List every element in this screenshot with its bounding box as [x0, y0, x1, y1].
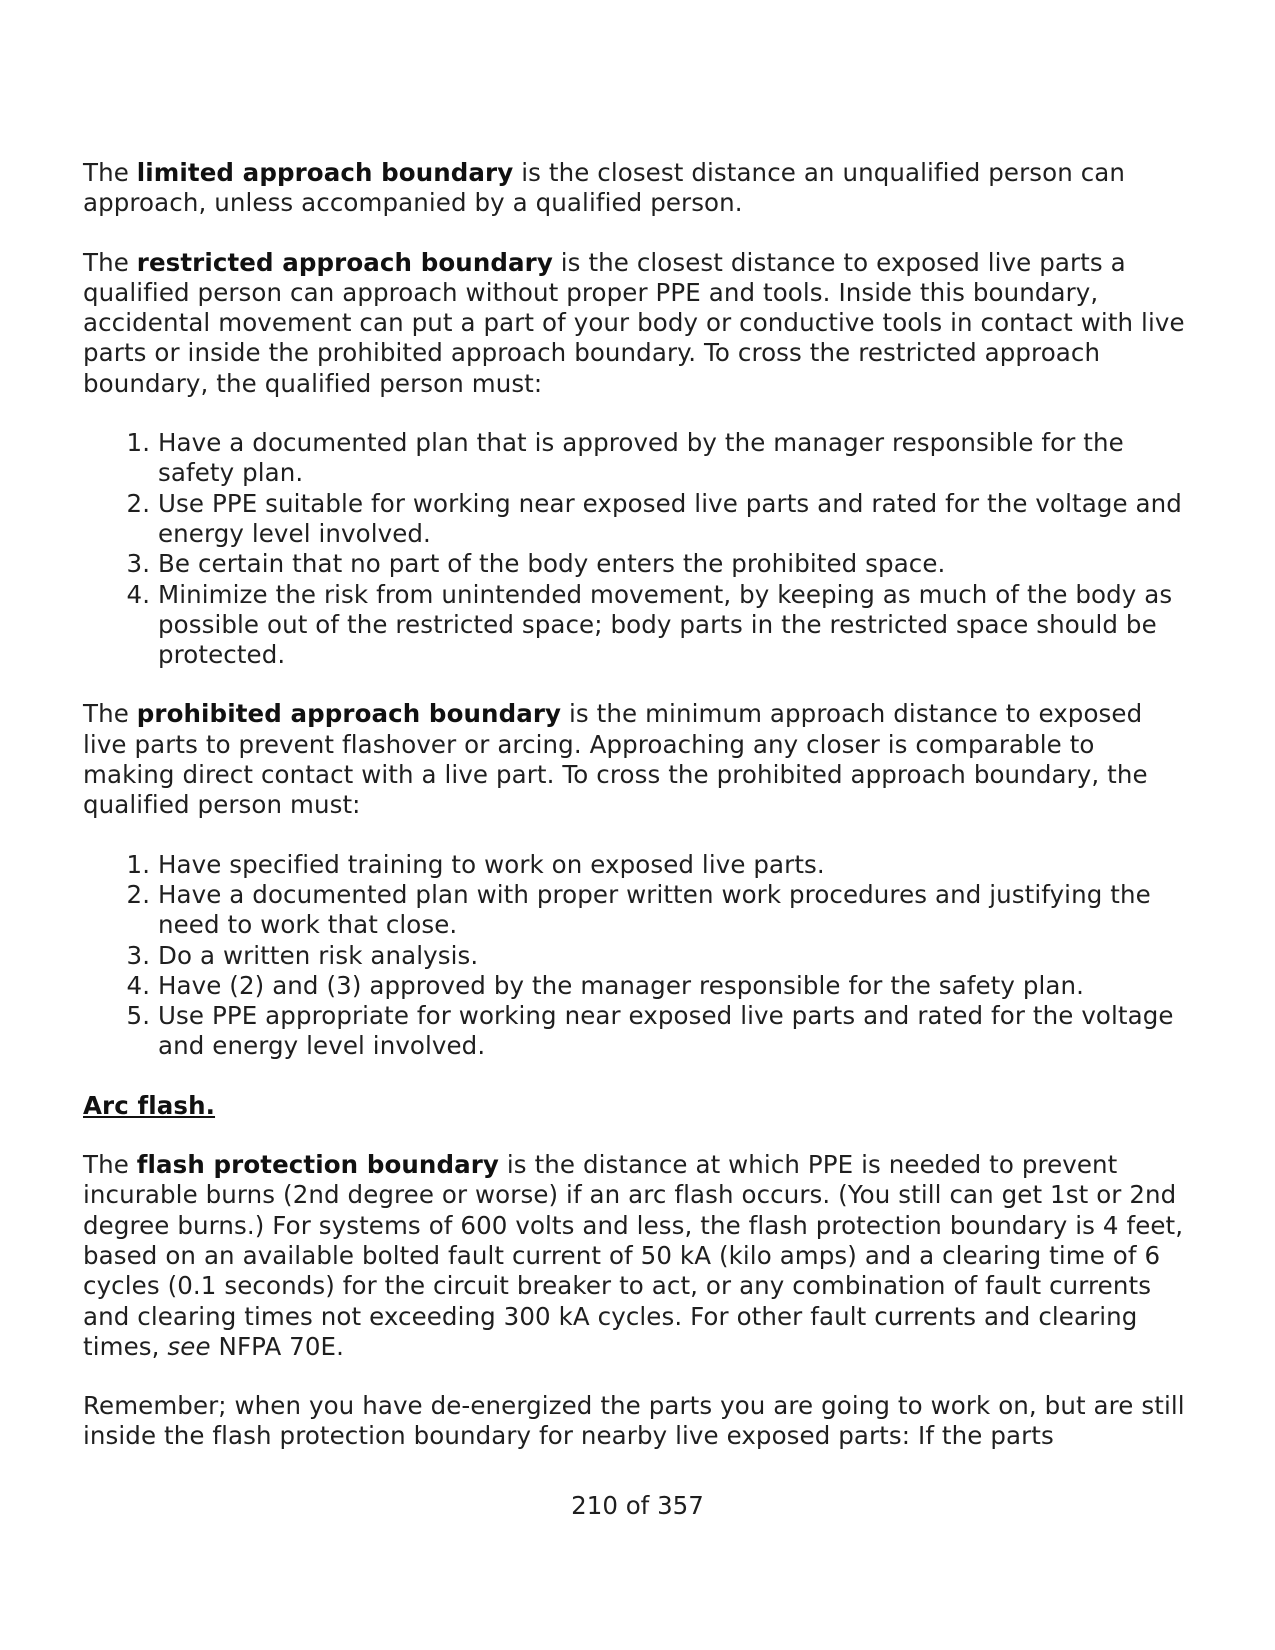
text-end: NFPA 70E. [210, 1331, 345, 1361]
heading-text: Arc flash. [83, 1090, 216, 1120]
list-item: 5. Use PPE appropriate for working near exposed live parts and rated for the voltage and energy level involved. [158, 1001, 1193, 1062]
text-body: is the distance at which PPE is needed to prevent incurable burns (2nd degree or worse) if an arc flash occurs. (You still can get 1st or 2nd degree burns.) For systems of 600 volts and less, the flash protection boundary is 4 feet, based on an available bolted fault current of 50 kA (kilo amps) and a clearing time of 6 cycles (0.1 seconds) for the circuit breaker to act, or any combination of fault currents and clearing times not exceeding 300 kA cycles. For other fault currents and clearing times, [83, 1150, 1184, 1361]
list-item: 3. Do a written risk analysis. [158, 941, 1193, 971]
term-flash-protection-boundary: flash protection boundary [136, 1150, 500, 1180]
list-item: 2. Use PPE suitable for working near exposed live parts and rated for the voltage and energy level involved. [158, 489, 1193, 550]
term-limited-approach-boundary: limited approach boundary [136, 158, 514, 187]
text-body: is the minimum approach distance to exposed live parts to prevent flashover or arcing. Approaching any closer is comparable to making direct contact with a live part. To cross the prohibited approach boundary, the qualified person must: [83, 699, 1148, 820]
paragraph-limited-approach [83, 158, 1193, 219]
list-item: 4. Have (2) and (3) approved by the manager responsible for the safety plan. [158, 971, 1193, 1001]
paragraph-prohibited-approach [83, 699, 1193, 820]
text-body: is the closest distance to exposed live parts a qualified person can approach without proper PPE and tools. Inside this boundary, accidental movement can put a part of your body or conductive tools in contact with live parts or inside the prohibited approach boundary. To cross the restricted approach boundary, the qualified person must: [83, 247, 1185, 398]
term-prohibited-approach-boundary: prohibited approach boundary [136, 699, 562, 729]
text-prefix: The [83, 158, 137, 187]
list-item: 4. Minimize the risk from unintended movement, by keeping as much of the body as possible out of the restricted space; body parts in the restricted space should be protected. [158, 580, 1193, 671]
text-prefix: The [83, 1150, 137, 1180]
list-item: 2. Have a documented plan with proper written work procedures and justifying the need to work that close. [158, 880, 1193, 941]
list-restricted-requirements [83, 428, 1193, 670]
term-restricted-approach-boundary: restricted approach boundary [136, 247, 553, 277]
text-body: is the closest distance an unqualified person can approach, unless accompanied by a qualified person. [83, 158, 1126, 218]
text-prefix: The [83, 247, 137, 277]
document-body [83, 158, 1193, 1481]
list-prohibited-requirements [83, 850, 1193, 1062]
citation-signal: see [167, 1331, 211, 1361]
paragraph-remember: Remember; when you have de-energized the parts you are going to work on, but are still inside the flash protection boundary for nearby live exposed parts: If the parts [83, 1391, 1185, 1451]
list-item: 1. Have a documented plan that is approved by the manager responsible for the safety plan. [158, 428, 1193, 489]
section-heading-arc-flash [83, 1091, 1193, 1121]
paragraph-restricted-approach [83, 248, 1193, 399]
list-item: 3. Be certain that no part of the body enters the prohibited space. [158, 549, 1193, 579]
paragraph-flash-protection [83, 1150, 1193, 1362]
page-number: 210 of 357 [571, 1491, 704, 1520]
text-prefix: The [83, 699, 137, 729]
list-item: 1. Have specified training to work on exposed live parts. [158, 850, 1193, 880]
